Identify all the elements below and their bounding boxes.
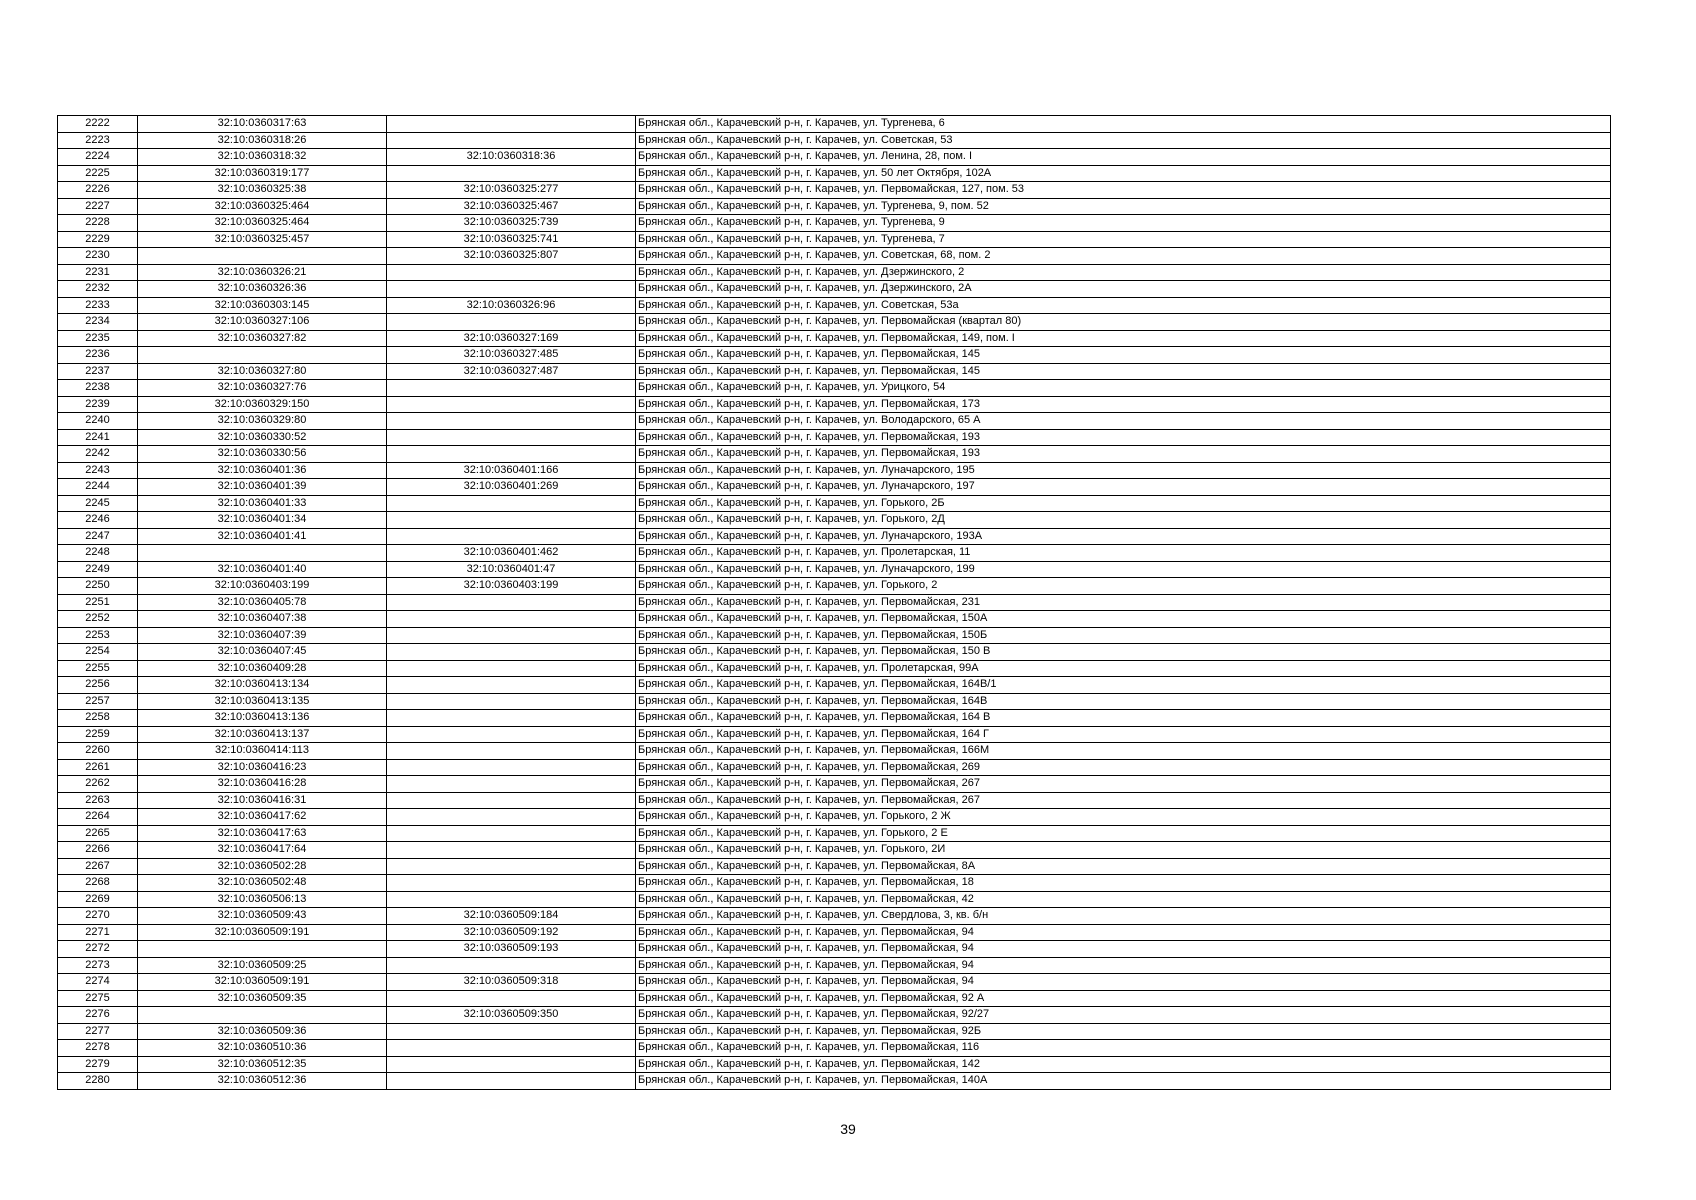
- cadastral-number: 32:10:0360330:56: [138, 446, 387, 463]
- table-row: [58, 446, 1611, 463]
- row-number: 2267: [58, 858, 138, 875]
- row-number: 2277: [58, 1023, 138, 1040]
- related-cadastral-number: [387, 495, 636, 512]
- cadastral-number: 32:10:0360502:48: [138, 875, 387, 892]
- cadastral-number: [138, 941, 387, 958]
- table-row: [58, 264, 1611, 281]
- related-cadastral-number: [387, 132, 636, 149]
- cadastral-number: 32:10:0360417:62: [138, 809, 387, 826]
- address: Брянская обл., Карачевский р-н, г. Карачев, ул. Первомайская, 8А: [636, 858, 1611, 875]
- row-number: 2279: [58, 1056, 138, 1073]
- table-row: [58, 363, 1611, 380]
- related-cadastral-number: [387, 627, 636, 644]
- address: Брянская обл., Карачевский р-н, г. Карачев, ул. Первомайская, 164 Г: [636, 726, 1611, 743]
- address: Брянская обл., Карачевский р-н, г. Карачев, ул. Первомайская, 92/27: [636, 1007, 1611, 1024]
- cadastral-number: 32:10:0360403:199: [138, 578, 387, 595]
- address: Брянская обл., Карачевский р-н, г. Карачев, ул. Горького, 2 Ж: [636, 809, 1611, 826]
- row-number: 2228: [58, 215, 138, 232]
- row-number: 2255: [58, 660, 138, 677]
- cadastral-number: 32:10:0360303:145: [138, 297, 387, 314]
- address: Брянская обл., Карачевский р-н, г. Карачев, ул. Первомайская, 140А: [636, 1073, 1611, 1090]
- related-cadastral-number: 32:10:0360509:192: [387, 924, 636, 941]
- cadastral-number: 32:10:0360401:33: [138, 495, 387, 512]
- table-row: [58, 314, 1611, 331]
- address: Брянская обл., Карачевский р-н, г. Карачев, ул. Свердлова, 3, кв. б/н: [636, 908, 1611, 925]
- related-cadastral-number: 32:10:0360325:277: [387, 182, 636, 199]
- cadastral-number: [138, 347, 387, 364]
- row-number: 2223: [58, 132, 138, 149]
- address: Брянская обл., Карачевский р-н, г. Карачев, ул. 50 лет Октября, 102А: [636, 165, 1611, 182]
- table-row: [58, 776, 1611, 793]
- related-cadastral-number: [387, 446, 636, 463]
- table-row: [58, 990, 1611, 1007]
- table-row: [58, 677, 1611, 694]
- cadastral-number: 32:10:0360401:34: [138, 512, 387, 529]
- address: Брянская обл., Карачевский р-н, г. Карачев, ул. Луначарского, 199: [636, 561, 1611, 578]
- related-cadastral-number: 32:10:0360325:739: [387, 215, 636, 232]
- row-number: 2226: [58, 182, 138, 199]
- address: Брянская обл., Карачевский р-н, г. Карачев, ул. Первомайская, 164В: [636, 693, 1611, 710]
- row-number: 2236: [58, 347, 138, 364]
- cadastral-number: 32:10:0360317:63: [138, 116, 387, 133]
- cadastral-number: 32:10:0360318:32: [138, 149, 387, 166]
- cadastral-number: 32:10:0360326:21: [138, 264, 387, 281]
- cadastral-number: 32:10:0360405:78: [138, 594, 387, 611]
- address: Брянская обл., Карачевский р-н, г. Карачев, ул. Первомайская, 193: [636, 446, 1611, 463]
- cadastral-number: 32:10:0360327:106: [138, 314, 387, 331]
- address: Брянская обл., Карачевский р-н, г. Карачев, ул. Луначарского, 195: [636, 462, 1611, 479]
- related-cadastral-number: [387, 693, 636, 710]
- table-row: [58, 908, 1611, 925]
- related-cadastral-number: 32:10:0360401:47: [387, 561, 636, 578]
- cadastral-number: 32:10:0360502:28: [138, 858, 387, 875]
- cadastral-number: 32:10:0360407:39: [138, 627, 387, 644]
- row-number: 2238: [58, 380, 138, 397]
- table-row: [58, 1056, 1611, 1073]
- row-number: 2263: [58, 792, 138, 809]
- row-number: 2249: [58, 561, 138, 578]
- related-cadastral-number: 32:10:0360509:318: [387, 974, 636, 991]
- address: Брянская обл., Карачевский р-н, г. Карачев, ул. Пролетарская, 11: [636, 545, 1611, 562]
- address: Брянская обл., Карачевский р-н, г. Карачев, ул. Первомайская, 116: [636, 1040, 1611, 1057]
- row-number: 2276: [58, 1007, 138, 1024]
- related-cadastral-number: [387, 858, 636, 875]
- address: Брянская обл., Карачевский р-н, г. Карачев, ул. Первомайская, 127, пом. 53: [636, 182, 1611, 199]
- table-row: [58, 380, 1611, 397]
- table-row: [58, 1073, 1611, 1090]
- related-cadastral-number: [387, 413, 636, 430]
- cadastral-number: 32:10:0360509:36: [138, 1023, 387, 1040]
- registry-table-body: [58, 116, 1611, 1090]
- address: Брянская обл., Карачевский р-н, г. Карачев, ул. Первомайская, 173: [636, 396, 1611, 413]
- row-number: 2233: [58, 297, 138, 314]
- row-number: 2254: [58, 644, 138, 661]
- cadastral-number: 32:10:0360509:191: [138, 924, 387, 941]
- related-cadastral-number: [387, 710, 636, 727]
- cadastral-number: 32:10:0360401:36: [138, 462, 387, 479]
- related-cadastral-number: 32:10:0360509:193: [387, 941, 636, 958]
- table-row: [58, 858, 1611, 875]
- cadastral-number: 32:10:0360319:177: [138, 165, 387, 182]
- address: Брянская обл., Карачевский р-н, г. Карачев, ул. Первомайская, 92 А: [636, 990, 1611, 1007]
- related-cadastral-number: 32:10:0360327:169: [387, 330, 636, 347]
- row-number: 2243: [58, 462, 138, 479]
- table-row: [58, 182, 1611, 199]
- cadastral-number: 32:10:0360401:39: [138, 479, 387, 496]
- address: Брянская обл., Карачевский р-н, г. Карачев, ул. Первомайская, 42: [636, 891, 1611, 908]
- row-number: 2232: [58, 281, 138, 298]
- address: Брянская обл., Карачевский р-н, г. Карачев, ул. Первомайская, 94: [636, 957, 1611, 974]
- row-number: 2258: [58, 710, 138, 727]
- related-cadastral-number: 32:10:0360327:485: [387, 347, 636, 364]
- cadastral-number: 32:10:0360414:113: [138, 743, 387, 760]
- related-cadastral-number: [387, 842, 636, 859]
- related-cadastral-number: [387, 957, 636, 974]
- cadastral-number: 32:10:0360510:36: [138, 1040, 387, 1057]
- address: Брянская обл., Карачевский р-н, г. Карачев, ул. Советская, 68, пом. 2: [636, 248, 1611, 265]
- table-row: [58, 1007, 1611, 1024]
- related-cadastral-number: [387, 1056, 636, 1073]
- table-row: [58, 809, 1611, 826]
- row-number: 2234: [58, 314, 138, 331]
- cadastral-number: 32:10:0360509:43: [138, 908, 387, 925]
- related-cadastral-number: [387, 990, 636, 1007]
- cadastral-number: 32:10:0360509:25: [138, 957, 387, 974]
- related-cadastral-number: 32:10:0360325:741: [387, 231, 636, 248]
- address: Брянская обл., Карачевский р-н, г. Карачев, ул. Первомайская, 164 В: [636, 710, 1611, 727]
- table-row: [58, 578, 1611, 595]
- address: Брянская обл., Карачевский р-н, г. Карачев, ул. Советская, 53а: [636, 297, 1611, 314]
- cadastral-number: 32:10:0360416:31: [138, 792, 387, 809]
- table-row: [58, 215, 1611, 232]
- address: Брянская обл., Карачевский р-н, г. Карачев, ул. Горького, 2: [636, 578, 1611, 595]
- related-cadastral-number: 32:10:0360327:487: [387, 363, 636, 380]
- table-row: [58, 1040, 1611, 1057]
- address: Брянская обл., Карачевский р-н, г. Карачев, ул. Первомайская, 267: [636, 792, 1611, 809]
- address: Брянская обл., Карачевский р-н, г. Карачев, ул. Володарского, 65 А: [636, 413, 1611, 430]
- cadastral-number: 32:10:0360401:41: [138, 528, 387, 545]
- address: Брянская обл., Карачевский р-н, г. Карачев, ул. Первомайская, 150Б: [636, 627, 1611, 644]
- related-cadastral-number: 32:10:0360326:96: [387, 297, 636, 314]
- row-number: 2268: [58, 875, 138, 892]
- cadastral-number: 32:10:0360325:464: [138, 198, 387, 215]
- table-row: [58, 347, 1611, 364]
- row-number: 2260: [58, 743, 138, 760]
- related-cadastral-number: 32:10:0360509:184: [387, 908, 636, 925]
- cadastral-number: 32:10:0360327:76: [138, 380, 387, 397]
- cadastral-number: 32:10:0360327:82: [138, 330, 387, 347]
- related-cadastral-number: [387, 396, 636, 413]
- row-number: 2253: [58, 627, 138, 644]
- address: Брянская обл., Карачевский р-н, г. Карачев, ул. Первомайская, 150А: [636, 611, 1611, 628]
- row-number: 2235: [58, 330, 138, 347]
- table-row: [58, 611, 1611, 628]
- table-row: [58, 891, 1611, 908]
- related-cadastral-number: [387, 611, 636, 628]
- related-cadastral-number: 32:10:0360401:166: [387, 462, 636, 479]
- address: Брянская обл., Карачевский р-н, г. Карачев, ул. Тургенева, 6: [636, 116, 1611, 133]
- related-cadastral-number: [387, 660, 636, 677]
- row-number: 2266: [58, 842, 138, 859]
- row-number: 2247: [58, 528, 138, 545]
- address: Брянская обл., Карачевский р-н, г. Карачев, ул. Первомайская, 231: [636, 594, 1611, 611]
- row-number: 2261: [58, 759, 138, 776]
- table-row: [58, 693, 1611, 710]
- address: Брянская обл., Карачевский р-н, г. Карачев, ул. Пролетарская, 99А: [636, 660, 1611, 677]
- cadastral-number: [138, 545, 387, 562]
- related-cadastral-number: [387, 380, 636, 397]
- cadastral-number: 32:10:0360401:40: [138, 561, 387, 578]
- row-number: 2237: [58, 363, 138, 380]
- table-row: [58, 957, 1611, 974]
- related-cadastral-number: 32:10:0360401:462: [387, 545, 636, 562]
- related-cadastral-number: [387, 875, 636, 892]
- address: Брянская обл., Карачевский р-н, г. Карачев, ул. Первомайская, 269: [636, 759, 1611, 776]
- address: Брянская обл., Карачевский р-н, г. Карачев, ул. Луначарского, 193А: [636, 528, 1611, 545]
- table-row: [58, 512, 1611, 529]
- row-number: 2244: [58, 479, 138, 496]
- cadastral-number: 32:10:0360506:13: [138, 891, 387, 908]
- related-cadastral-number: 32:10:0360509:350: [387, 1007, 636, 1024]
- cadastral-number: 32:10:0360413:136: [138, 710, 387, 727]
- address: Брянская обл., Карачевский р-н, г. Карачев, ул. Первомайская, 193: [636, 429, 1611, 446]
- table-row: [58, 710, 1611, 727]
- table-row: [58, 825, 1611, 842]
- row-number: 2245: [58, 495, 138, 512]
- row-number: 2231: [58, 264, 138, 281]
- table-row: [58, 281, 1611, 298]
- row-number: 2248: [58, 545, 138, 562]
- address: Брянская обл., Карачевский р-н, г. Карачев, ул. Горького, 2Б: [636, 495, 1611, 512]
- table-row: [58, 396, 1611, 413]
- table-row: [58, 231, 1611, 248]
- related-cadastral-number: [387, 281, 636, 298]
- table-row: [58, 132, 1611, 149]
- table-row: [58, 726, 1611, 743]
- cadastral-number: 32:10:0360512:35: [138, 1056, 387, 1073]
- cadastral-number: 32:10:0360417:64: [138, 842, 387, 859]
- row-number: 2241: [58, 429, 138, 446]
- cadastral-number: 32:10:0360512:36: [138, 1073, 387, 1090]
- address: Брянская обл., Карачевский р-н, г. Карачев, ул. Первомайская, 164В/1: [636, 677, 1611, 694]
- cadastral-number: 32:10:0360330:52: [138, 429, 387, 446]
- related-cadastral-number: [387, 891, 636, 908]
- table-row: [58, 528, 1611, 545]
- address: Брянская обл., Карачевский р-н, г. Карачев, ул. Дзержинского, 2А: [636, 281, 1611, 298]
- related-cadastral-number: [387, 116, 636, 133]
- row-number: 2222: [58, 116, 138, 133]
- table-row: [58, 116, 1611, 133]
- related-cadastral-number: [387, 726, 636, 743]
- row-number: 2227: [58, 198, 138, 215]
- address: Брянская обл., Карачевский р-н, г. Карачев, ул. Горького, 2 Е: [636, 825, 1611, 842]
- related-cadastral-number: [387, 1023, 636, 1040]
- table-row: [58, 248, 1611, 265]
- related-cadastral-number: [387, 429, 636, 446]
- cadastral-number: 32:10:0360327:80: [138, 363, 387, 380]
- address: Брянская обл., Карачевский р-н, г. Карачев, ул. Ленина, 28, пом. I: [636, 149, 1611, 166]
- table-row: [58, 941, 1611, 958]
- table-row: [58, 198, 1611, 215]
- row-number: 2242: [58, 446, 138, 463]
- table-row: [58, 759, 1611, 776]
- row-number: 2225: [58, 165, 138, 182]
- table-row: [58, 561, 1611, 578]
- related-cadastral-number: [387, 264, 636, 281]
- related-cadastral-number: [387, 512, 636, 529]
- row-number: 2273: [58, 957, 138, 974]
- address: Брянская обл., Карачевский р-н, г. Карачев, ул. Первомайская, 145: [636, 347, 1611, 364]
- page-number: 39: [840, 1121, 856, 1137]
- row-number: 2280: [58, 1073, 138, 1090]
- row-number: 2278: [58, 1040, 138, 1057]
- related-cadastral-number: [387, 743, 636, 760]
- table-row: [58, 462, 1611, 479]
- table-row: [58, 974, 1611, 991]
- related-cadastral-number: 32:10:0360403:199: [387, 578, 636, 595]
- table-row: [58, 149, 1611, 166]
- related-cadastral-number: 32:10:0360325:467: [387, 198, 636, 215]
- address: Брянская обл., Карачевский р-н, г. Карачев, ул. Первомайская, 18: [636, 875, 1611, 892]
- address: Брянская обл., Карачевский р-н, г. Карачев, ул. Первомайская (квартал 80): [636, 314, 1611, 331]
- address: Брянская обл., Карачевский р-н, г. Карачев, ул. Первомайская, 149, пом. I: [636, 330, 1611, 347]
- address: Брянская обл., Карачевский р-н, г. Карачев, ул. Первомайская, 166М: [636, 743, 1611, 760]
- address: Брянская обл., Карачевский р-н, г. Карачев, ул. Первомайская, 94: [636, 941, 1611, 958]
- cadastral-number: 32:10:0360407:38: [138, 611, 387, 628]
- address: Брянская обл., Карачевский р-н, г. Карачев, ул. Советская, 53: [636, 132, 1611, 149]
- table-row: [58, 660, 1611, 677]
- row-number: 2264: [58, 809, 138, 826]
- table-row: [58, 545, 1611, 562]
- related-cadastral-number: 32:10:0360318:36: [387, 149, 636, 166]
- table-row: [58, 330, 1611, 347]
- address: Брянская обл., Карачевский р-н, г. Карачев, ул. Тургенева, 7: [636, 231, 1611, 248]
- cadastral-number: [138, 248, 387, 265]
- table-row: [58, 495, 1611, 512]
- row-number: 2230: [58, 248, 138, 265]
- cadastral-number: 32:10:0360413:135: [138, 693, 387, 710]
- address: Брянская обл., Карачевский р-н, г. Карачев, ул. Первомайская, 94: [636, 924, 1611, 941]
- related-cadastral-number: [387, 1073, 636, 1090]
- table-row: [58, 594, 1611, 611]
- cadastral-number: [138, 1007, 387, 1024]
- row-number: 2224: [58, 149, 138, 166]
- address: Брянская обл., Карачевский р-н, г. Карачев, ул. Горького, 2И: [636, 842, 1611, 859]
- related-cadastral-number: [387, 314, 636, 331]
- address: Брянская обл., Карачевский р-н, г. Карачев, ул. Тургенева, 9, пом. 52: [636, 198, 1611, 215]
- related-cadastral-number: [387, 165, 636, 182]
- related-cadastral-number: [387, 644, 636, 661]
- cadastral-number: 32:10:0360416:23: [138, 759, 387, 776]
- address: Брянская обл., Карачевский р-н, г. Карачев, ул. Первомайская, 267: [636, 776, 1611, 793]
- cadastral-number: 32:10:0360318:26: [138, 132, 387, 149]
- table-row: [58, 297, 1611, 314]
- row-number: 2274: [58, 974, 138, 991]
- row-number: 2239: [58, 396, 138, 413]
- address: Брянская обл., Карачевский р-н, г. Карачев, ул. Первомайская, 145: [636, 363, 1611, 380]
- cadastral-number: 32:10:0360509:35: [138, 990, 387, 1007]
- related-cadastral-number: 32:10:0360401:269: [387, 479, 636, 496]
- table-row: [58, 429, 1611, 446]
- cadastral-number: 32:10:0360325:464: [138, 215, 387, 232]
- cadastral-number: 32:10:0360416:28: [138, 776, 387, 793]
- related-cadastral-number: [387, 594, 636, 611]
- cadastral-number: 32:10:0360407:45: [138, 644, 387, 661]
- address: Брянская обл., Карачевский р-н, г. Карачев, ул. Горького, 2Д: [636, 512, 1611, 529]
- related-cadastral-number: [387, 1040, 636, 1057]
- address: Брянская обл., Карачевский р-н, г. Карачев, ул. Первомайская, 150 В: [636, 644, 1611, 661]
- cadastral-number: 32:10:0360409:28: [138, 660, 387, 677]
- related-cadastral-number: [387, 792, 636, 809]
- related-cadastral-number: [387, 809, 636, 826]
- table-row: [58, 875, 1611, 892]
- row-number: 2240: [58, 413, 138, 430]
- row-number: 2251: [58, 594, 138, 611]
- row-number: 2271: [58, 924, 138, 941]
- address: Брянская обл., Карачевский р-н, г. Карачев, ул. Первомайская, 94: [636, 974, 1611, 991]
- address: Брянская обл., Карачевский р-н, г. Карачев, ул. Урицкого, 54: [636, 380, 1611, 397]
- row-number: 2265: [58, 825, 138, 842]
- row-number: 2269: [58, 891, 138, 908]
- cadastral-number: 32:10:0360413:134: [138, 677, 387, 694]
- table-row: [58, 627, 1611, 644]
- related-cadastral-number: [387, 759, 636, 776]
- related-cadastral-number: [387, 776, 636, 793]
- table-row: [58, 413, 1611, 430]
- cadastral-number: 32:10:0360413:137: [138, 726, 387, 743]
- row-number: 2256: [58, 677, 138, 694]
- row-number: 2272: [58, 941, 138, 958]
- table-row: [58, 1023, 1611, 1040]
- row-number: 2246: [58, 512, 138, 529]
- table-row: [58, 644, 1611, 661]
- cadastral-number: 32:10:0360325:38: [138, 182, 387, 199]
- cadastral-number: 32:10:0360417:63: [138, 825, 387, 842]
- row-number: 2275: [58, 990, 138, 1007]
- row-number: 2259: [58, 726, 138, 743]
- cadastral-number: 32:10:0360325:457: [138, 231, 387, 248]
- row-number: 2250: [58, 578, 138, 595]
- cadastral-number: 32:10:0360329:80: [138, 413, 387, 430]
- address: Брянская обл., Карачевский р-н, г. Карачев, ул. Первомайская, 142: [636, 1056, 1611, 1073]
- related-cadastral-number: [387, 825, 636, 842]
- row-number: 2262: [58, 776, 138, 793]
- address: Брянская обл., Карачевский р-н, г. Карачев, ул. Первомайская, 92Б: [636, 1023, 1611, 1040]
- row-number: 2270: [58, 908, 138, 925]
- cadastral-number: 32:10:0360326:36: [138, 281, 387, 298]
- table-row: [58, 479, 1611, 496]
- registry-table: [57, 115, 1611, 1090]
- table-row: [58, 792, 1611, 809]
- table-row: [58, 743, 1611, 760]
- related-cadastral-number: [387, 528, 636, 545]
- table-row: [58, 165, 1611, 182]
- row-number: 2229: [58, 231, 138, 248]
- address: Брянская обл., Карачевский р-н, г. Карачев, ул. Луначарского, 197: [636, 479, 1611, 496]
- row-number: 2257: [58, 693, 138, 710]
- address: Брянская обл., Карачевский р-н, г. Карачев, ул. Тургенева, 9: [636, 215, 1611, 232]
- address: Брянская обл., Карачевский р-н, г. Карачев, ул. Дзержинского, 2: [636, 264, 1611, 281]
- cadastral-number: 32:10:0360329:150: [138, 396, 387, 413]
- table-row: [58, 924, 1611, 941]
- related-cadastral-number: [387, 677, 636, 694]
- cadastral-number: 32:10:0360509:191: [138, 974, 387, 991]
- related-cadastral-number: 32:10:0360325:807: [387, 248, 636, 265]
- table-row: [58, 842, 1611, 859]
- row-number: 2252: [58, 611, 138, 628]
